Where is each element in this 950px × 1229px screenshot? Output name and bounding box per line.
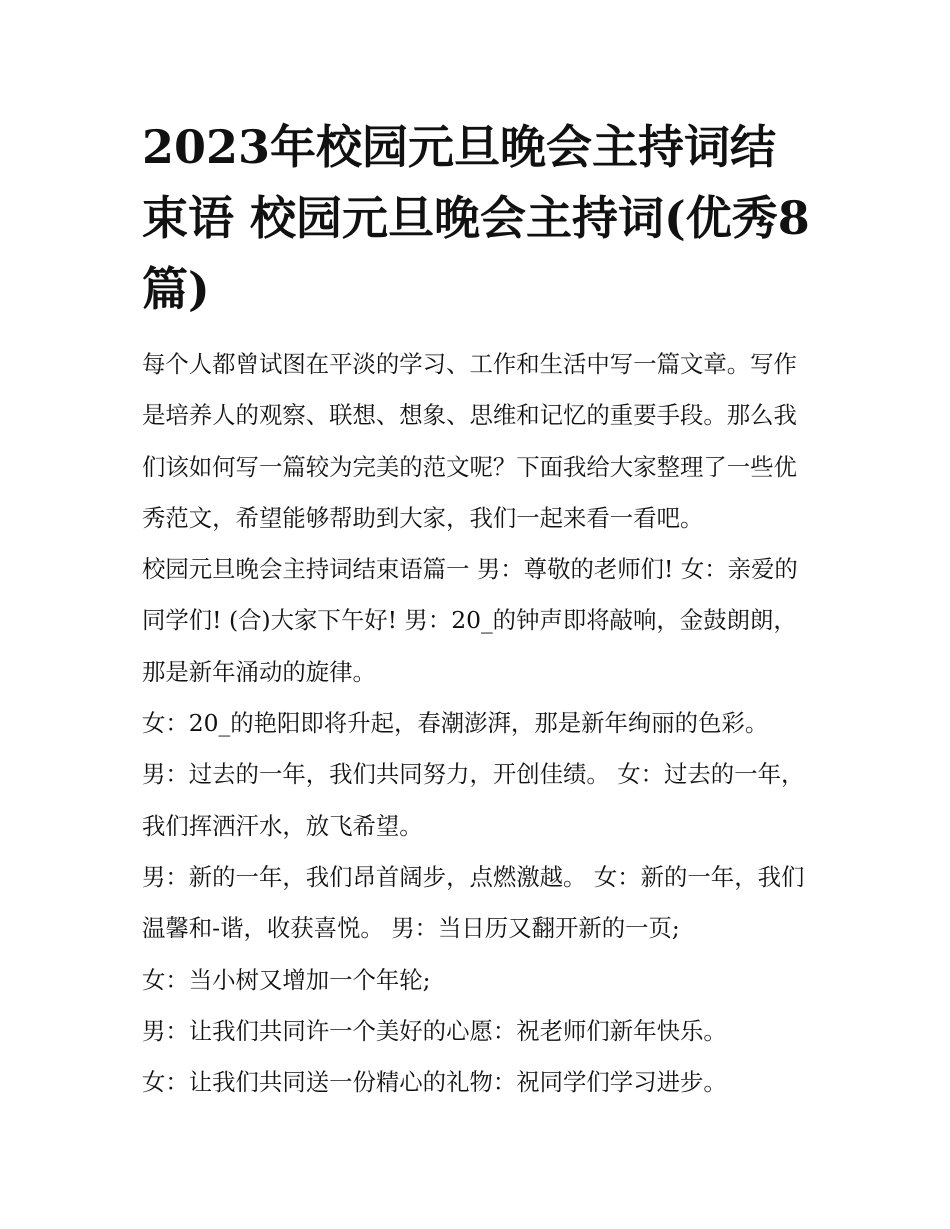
paragraph-male-wish: 男：让我们共同许一个美好的心愿：祝老师们新年快乐。 [142,1016,727,1045]
paragraph-female-2: 女：当小树又增加一个年轮; [142,965,431,994]
document-body [142,339,814,1108]
document-page [142,112,814,1108]
paragraph-dialogue-2: 男：新的一年，我们昂首阔步，点燃激越。 女：新的一年，我们温馨和-谐，收获喜悦。 男：当日历又翻开新的一页; [142,862,805,943]
paragraph-dialogue-1: 男：过去的一年，我们共同努力，开创佳绩。 女：过去的一年，我们挥洒汗水，放飞希望。 [142,760,805,840]
paragraph-female-gift: 女：让我们共同送一份精心的礼物：祝同学们学习进步。 [142,1068,727,1097]
document-title: 2023年校园元旦晚会主持词结束语 校园元旦晚会主持词(优秀8篇) [142,120,810,316]
paragraph-intro: 每个人都曾试图在平淡的学习、工作和生活中写一篇文章。写作是培养人的观察、联想、想象、思维和记忆的重要手段。那么我们该如何写一篇较为完美的范文呢？下面我给大家整理了一些优秀范文，希望能够帮助到大家，我们一起来看一看吧。 [142,350,797,532]
paragraph-opening: 校园元旦晚会主持词结束语篇一 男：尊敬的老师们! 女：亲爱的同学们! (合)大家下午好! 男：20_的钟声即将敲响，金鼓朗朗，那是新年涌动的旋律。 [142,555,798,686]
paragraph-female-1: 女：20_的艳阳即将升起，春潮澎湃，那是新年绚丽的色彩。 [142,709,769,738]
